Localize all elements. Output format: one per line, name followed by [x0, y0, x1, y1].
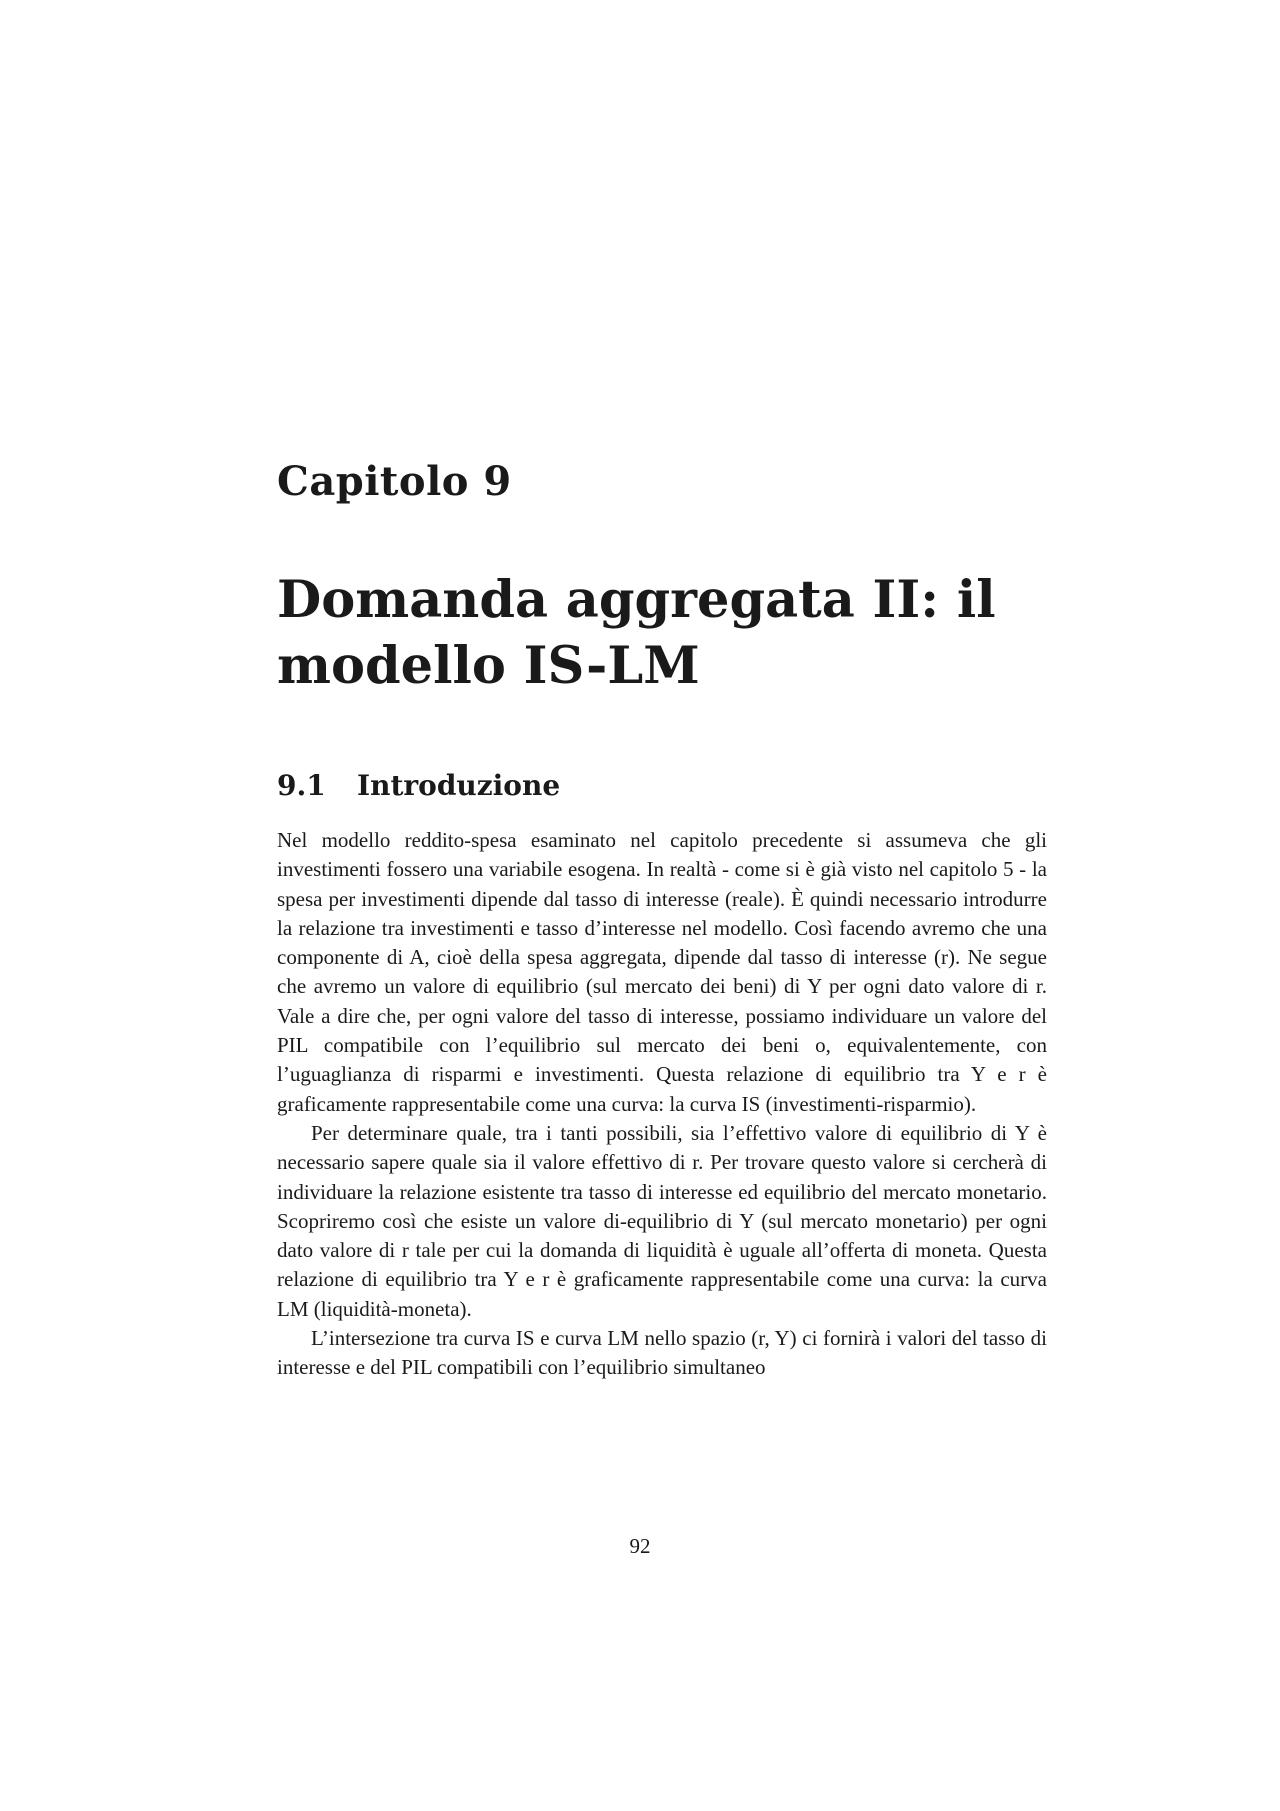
section-heading: [277, 769, 561, 802]
page-number: 92: [629, 1534, 651, 1558]
paragraph: L’intersezione tra curva IS e curva LM nello spazio (r, Y) ci fornirà i valori del tasso di interesse e del PIL compatibili con l’equilibrio simultaneo: [277, 1326, 1047, 1380]
section-number: 9.1: [277, 769, 326, 802]
body-text: [277, 826, 1047, 1383]
chapter-title: Domanda aggregata II: il modello IS-LM: [277, 570, 996, 696]
paragraph: Per determinare quale, tra i tanti possibili, sia l’effettivo valore di equilibrio di Y è necessario sapere quale sia il valore effettivo di r. Per trovare questo valore si cercherà di individuare la relazione esistente tra tasso di interesse ed equilibrio del mercato monetario. Scopriremo così che esiste un valore di-equilibrio di Y (sul mercato monetario) per ogni dato valore di r tale per cui la domanda di liquidità è uguale all’offerta di moneta. Questa relazione di equilibrio tra Y e r è graficamente rappresentabile come una curva: la curva LM (liquidità-moneta).: [277, 1120, 1047, 1321]
section-title: Introduzione: [357, 769, 561, 802]
paragraph: Nel modello reddito-spesa esaminato nel capitolo precedente si assumeva che gli investimenti fossero una variabile esogena. In realtà - come si è già visto nel capitolo 5 - la spesa per investimenti dipende dal tasso di interesse (reale). È quindi necessario introdurre la relazione tra investimenti e tasso d’interesse nel modello. Così facendo avremo che una componente di A, cioè della spesa aggregata, dipende dal tasso di interesse (r). Ne segue che avremo un valore di equilibrio (sul mercato dei beni) di Y per ogni dato valore di r. Vale a dire che, per ogni valore del tasso di interesse, possiamo individuare un valore del PIL compatibile con l’equilibrio sul mercato dei beni o, equivalentemente, con l’uguaglianza di risparmi e investimenti. Questa relazione di equilibrio tra Y e r è graficamente rappresentabile come una curva: la curva IS (investimenti-risparmio).: [277, 828, 1047, 1116]
chapter-label: Capitolo 9: [277, 458, 512, 505]
